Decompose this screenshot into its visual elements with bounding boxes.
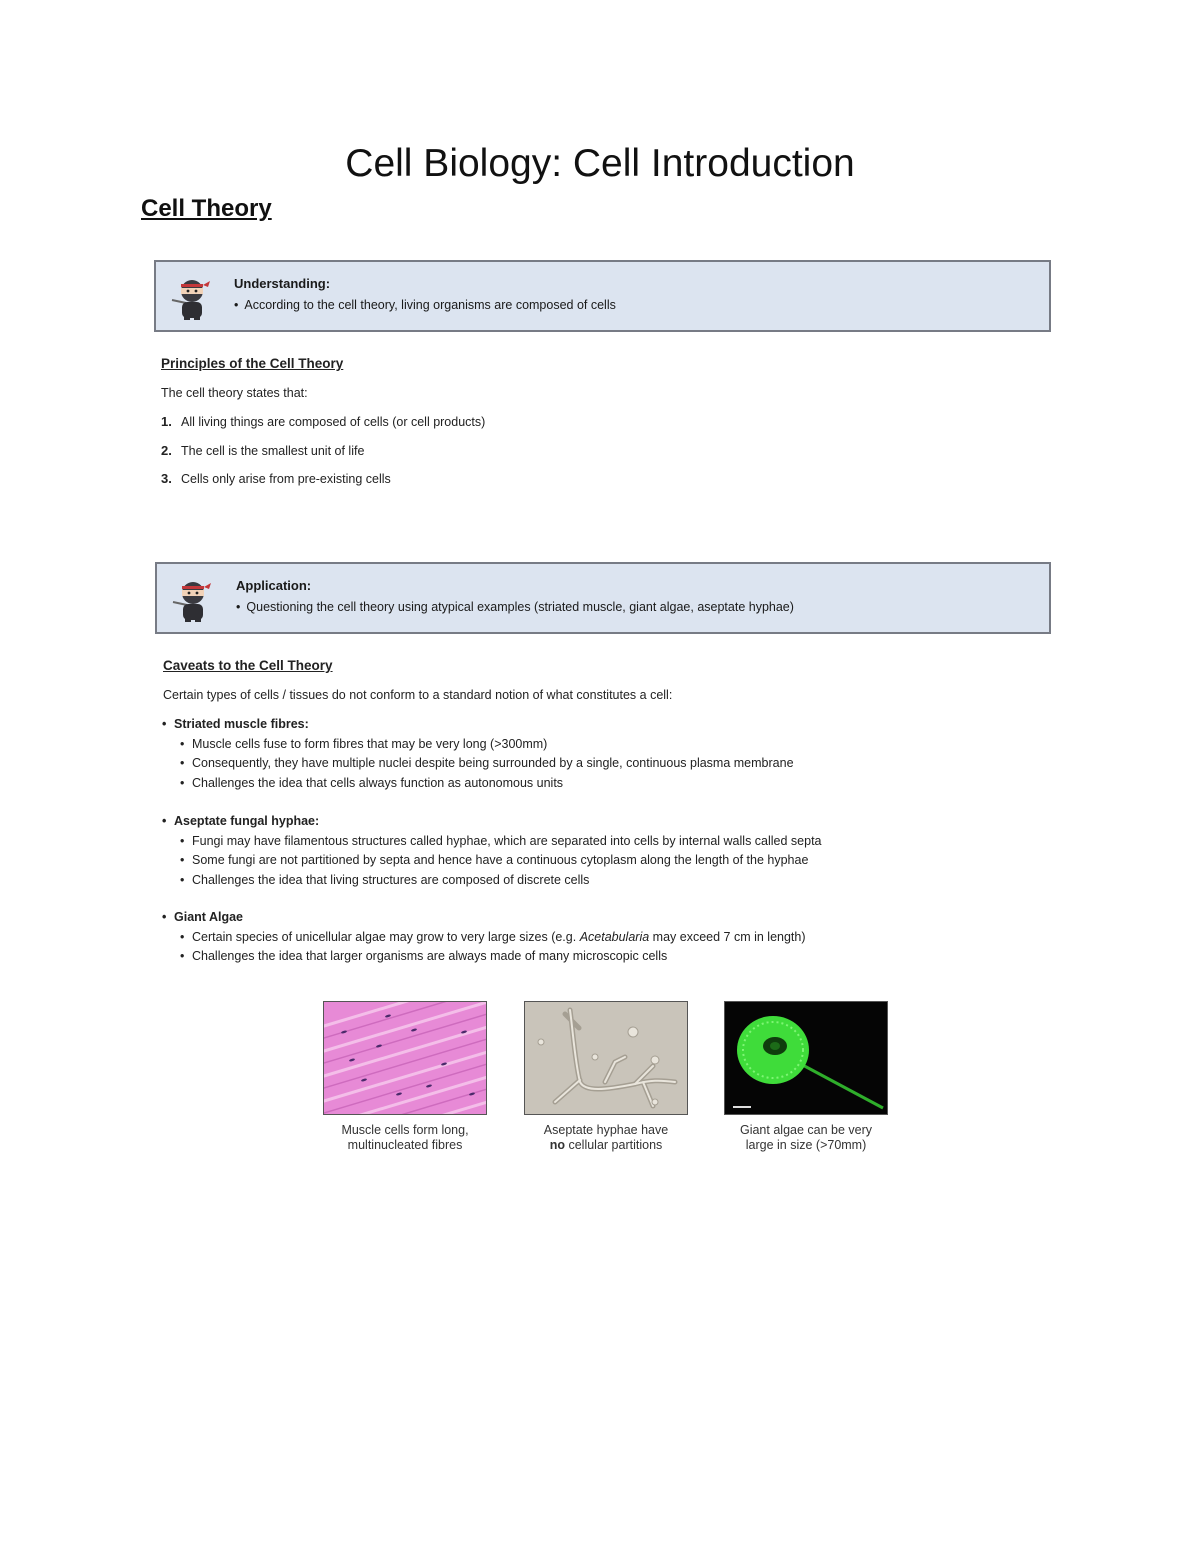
document-title: Cell Biology: Cell Introduction [345,142,855,185]
caveat-heading [162,812,1062,832]
bullet: • [234,298,239,312]
understanding-point [234,298,616,312]
figure-caption [724,1123,888,1153]
caveat-group-hyphae [162,812,1062,890]
item-text: Cells only arise from pre-existing cells [181,472,391,487]
species-name: Acetabularia [579,929,650,944]
item-text: Certain species of unicellular algae may grow to very large sizes (e.g. [192,929,580,944]
item-text: Challenges the idea that cells always function as autonomous units [192,775,564,790]
caveat-heading-text: Giant Algae [174,910,243,924]
figure-algae [724,1001,888,1153]
understanding-heading: Understanding: [234,276,331,291]
bullet: • [180,929,185,944]
item-number: 3. [161,471,172,487]
list-item [162,735,1062,755]
bullet: • [180,775,185,790]
caption-text: cellular partitions [565,1138,663,1152]
caption-line: Giant algae can be very [739,1123,873,1137]
caption-line: multinucleated fibres [347,1138,463,1152]
bullet: • [180,756,185,770]
caveats-title: Caveats to the Cell Theory [163,658,333,673]
application-point [236,600,794,614]
bullet: • [180,949,185,963]
list-item [161,443,485,472]
figure-caption [323,1123,487,1153]
caveat-heading [162,715,1062,735]
bullet: • [162,910,167,924]
item-number: 2. [161,442,172,458]
caption-line: Muscle cells form long, [341,1123,469,1137]
caveat-group-algae [162,908,1062,967]
item-text: Consequently, they have multiple nuclei despite being surrounded by a single, continuous plasma membrane [192,756,794,770]
ninja-icon [171,578,215,624]
list-item [162,754,1062,774]
giant-algae-image [724,1001,888,1115]
item-text: The cell is the smallest unit of life [181,443,365,458]
caveats-intro: Certain types of cells / tissues do not conform to a standard notion of what constitutes a cell: [163,688,673,702]
caption-line: Aseptate hyphae have [543,1123,669,1137]
principles-list [161,414,485,500]
item-text: Muscle cells fuse to form fibres that may be very long (>300mm) [192,736,548,751]
caption-line [524,1138,688,1153]
caveat-group-muscle [162,715,1062,793]
bullet: • [162,814,167,828]
list-item [162,851,1062,871]
muscle-fibres-image [323,1001,487,1115]
list-item [162,871,1062,891]
list-item [162,832,1062,852]
caveat-heading-text: Striated muscle fibres: [174,717,309,731]
principles-intro: The cell theory states that: [161,386,308,400]
section-title-cell-theory: Cell Theory [141,195,272,222]
figure-muscle [323,1001,487,1153]
ninja-icon [170,276,214,322]
item-number: 1. [161,414,172,429]
bullet: • [180,853,185,867]
item-text: Challenges the idea that larger organisms are always made of many microscopic cells [192,949,668,963]
understanding-callout [154,260,1051,332]
caveat-heading [162,908,1062,928]
list-item [162,928,1062,948]
item-text: All living things are composed of cells (or cell products) [181,415,486,429]
understanding-text: According to the cell theory, living organisms are composed of cells [244,298,616,312]
caption-line: large in size (>70mm) [745,1138,867,1152]
bullet: • [162,717,167,731]
application-callout [155,562,1051,634]
bullet: • [180,872,185,887]
bullet: • [180,833,185,848]
item-text: Some fungi are not partitioned by septa and hence have a continuous cytoplasm along the length of the hyphae [192,853,809,867]
application-heading: Application: [236,578,312,593]
principles-title: Principles of the Cell Theory [161,356,344,371]
list-item [161,414,485,443]
list-item [161,471,485,500]
list-item [162,774,1062,794]
item-text: Fungi may have filamentous structures called hyphae, which are separated into cells by internal walls called septa [192,833,822,848]
caption-emphasis: no [549,1138,565,1152]
item-text: may exceed 7 cm in length) [649,929,806,944]
bullet: • [236,600,241,614]
item-text: Challenges the idea that living structures are composed of discrete cells [192,872,590,887]
figure-hyphae [524,1001,688,1153]
bullet: • [180,736,185,751]
hyphae-image [524,1001,688,1115]
application-text: Questioning the cell theory using atypical examples (striated muscle, giant algae, aseptate hyphae) [246,600,794,614]
caveat-heading-text: Aseptate fungal hyphae: [174,814,320,828]
list-item [162,947,1062,967]
figure-caption [524,1123,688,1153]
